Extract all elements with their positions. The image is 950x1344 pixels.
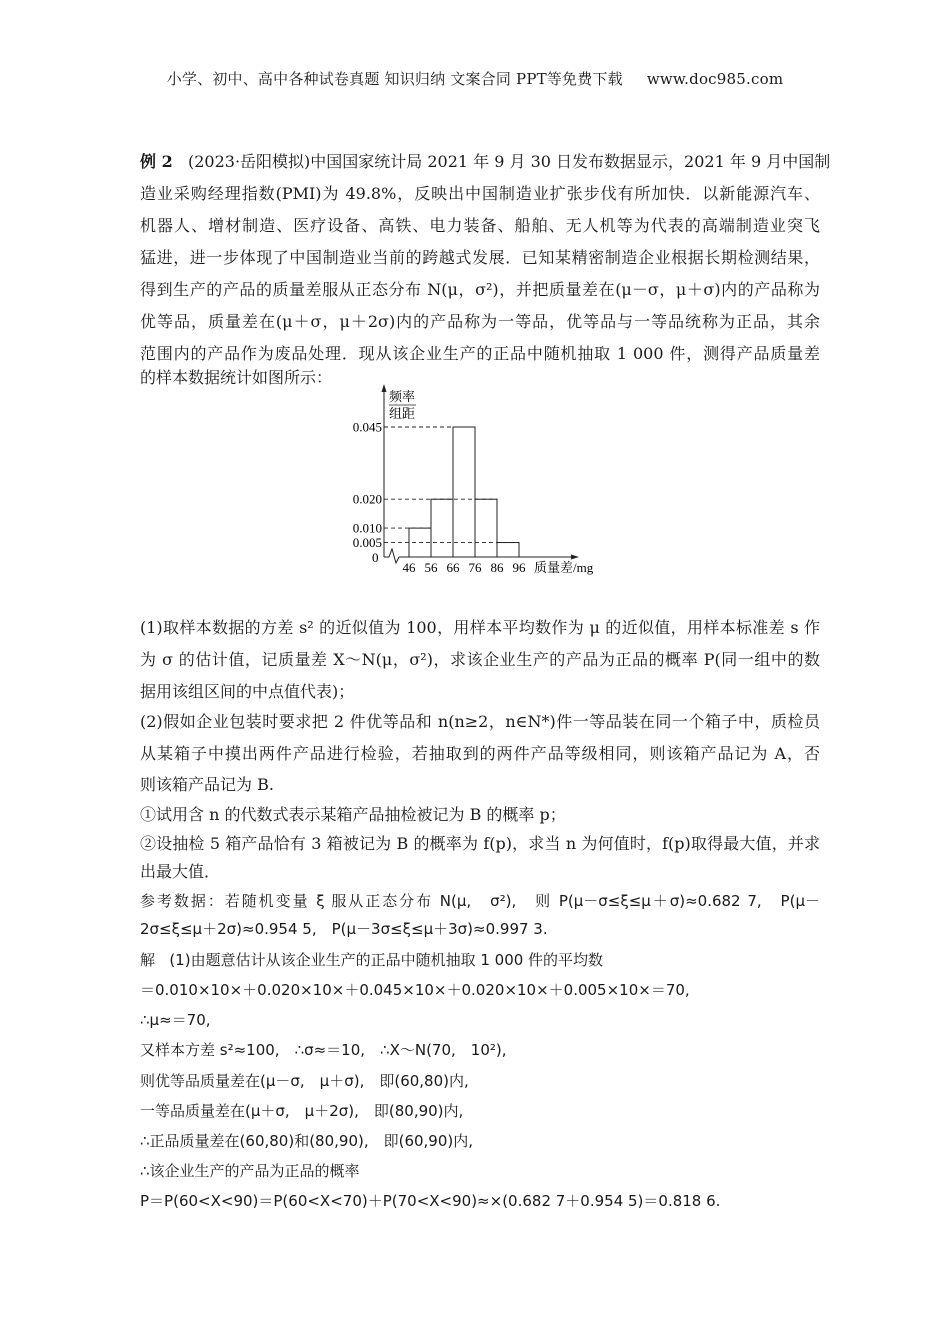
question-line-8: ②设抽检 5 箱产品恰有 3 箱被记为 B 的概率为 f(p)，求当 n 为何值时，f(p)取得最大值，并求 [140, 834, 820, 853]
problem-line-1 [140, 152, 831, 172]
question-line-2: 为 σ 的估计值，记质量差 X～N(μ，σ²)，求该企业生产的产品为正品的概率 P(同一组中的数 [140, 650, 820, 669]
header-url[interactable]: www.doc985.com [646, 70, 784, 88]
solution-line-5: 则优等品质量差在(μ－σ, μ＋σ), 即(60,80)内, [140, 1072, 469, 1090]
question-line-4: (2)假如企业包装时要求把 2 件优等品和 n(n≥2，n∈N*)件一等品装在同一个箱子中，质检员 [140, 712, 820, 731]
problem-label: 例 2 [140, 152, 173, 171]
axis-break-mark [384, 549, 399, 563]
problem-line-8: 的样本数据统计如图所示： [140, 368, 333, 387]
problem-source: (2023·岳阳模拟) [187, 152, 311, 171]
question-line-5: 从某箱子中摸出两件产品进行检验，若抽取到的两件产品等级相同，则该箱产品记为 A，否 [140, 744, 820, 763]
question-line-9: 出最大值． [140, 862, 221, 881]
y-tick-label: 0.010 [352, 520, 382, 536]
problem-line-2: 造业采购经理指数(PMI)为 49.8%，反映出中国制造业扩张步伐有所加快．以新能源汽车、 [140, 184, 820, 203]
solution-line-9: P＝P(60<X<90)＝P(60<X<70)＋P(70<X<90)≈×(0.682 7＋0.954 5)＝0.818 6. [140, 1192, 721, 1210]
problem-line-4: 猛进，进一步体现了中国制造业当前的跨越式发展．已知某精密制造企业根据长期检测结果， [140, 248, 820, 267]
header-banner: 小学、初中、高中各种试卷真题 知识归纳 文案合同 PPT等免费下载 [166, 70, 623, 88]
x-tick-label: 56 [424, 560, 438, 575]
page-header [0, 68, 950, 89]
problem-line-5: 得到生产的产品的质量差服从正态分布 N(μ，σ²)，并把质量差在(μ－σ，μ＋σ)内的产品称为 [140, 280, 820, 299]
problem-line-7: 范围内的产品作为废品处理．现从该企业生产的正品中随机抽取 1 000 件，测得产品质量差 [140, 344, 820, 363]
solution-line-6: 一等品质量差在(μ＋σ, μ＋2σ), 即(80,90)内, [140, 1102, 464, 1120]
histogram-bar [475, 499, 497, 557]
y-axis-label-top: 频率 [389, 389, 416, 404]
y-axis-label-bottom: 组距 [389, 406, 416, 421]
x-axis-label: 质量差/mg [534, 560, 594, 575]
question-line-6: 则该箱产品记为 B. [140, 775, 274, 794]
x-tick-label: 46 [402, 560, 416, 575]
solution-line-1 [140, 950, 603, 970]
histogram-bar [453, 427, 475, 557]
solution-line-4: 又样本方差 s²≈100, ∴σ≈＝10, ∴X～N(70, 10²), [140, 1041, 507, 1059]
y-axis-arrow [382, 384, 387, 392]
origin-label: 0 [372, 550, 379, 565]
histogram-bar [409, 528, 431, 557]
y-tick-label: 0.045 [352, 419, 382, 435]
chart-axes [372, 384, 594, 575]
x-tick-label: 86 [490, 560, 504, 575]
y-tick-label: 0.005 [352, 535, 382, 551]
question-line-3: 据用该组区间的中点值代表)； [140, 682, 355, 701]
problem-line-3: 机器人、增材制造、医疗设备、高铁、电力装备、船舶、无人机等为代表的高端制造业突飞 [140, 216, 820, 235]
solution-line-7: ∴正品质量差在(60,80)和(80,90), 即(60,90)内, [140, 1132, 474, 1150]
x-tick-label: 76 [468, 560, 482, 575]
reference-line-1: 参考数据：若随机变量 ξ 服从正态分布 N(μ, σ²), 则 P(μ－σ≤ξ≤μ＋σ)≈0.682 7, P(μ－ [140, 892, 820, 910]
solution-line-8: ∴该企业生产的产品为正品的概率 [140, 1162, 360, 1180]
reference-line-2: 2σ≤ξ≤μ＋2σ)≈0.954 5, P(μ－3σ≤ξ≤μ＋3σ)≈0.997 3. [140, 920, 548, 938]
histogram-bar [431, 499, 453, 557]
solution-label: 解 [140, 951, 156, 969]
problem-line-6: 优等品，质量差在(μ＋σ，μ＋2σ)内的产品称为一等品，优等品与一等品统称为正品，其余 [140, 312, 820, 331]
question-line-7: ①试用含 n 的代数式表示某箱产品抽检被记为 B 的概率 p； [140, 805, 566, 824]
solution-line-3: ∴μ≈＝70, [140, 1011, 211, 1029]
solution-line-2: ＝0.010×10×＋0.020×10×＋0.045×10×＋0.020×10×＋0.005×10×＝70, [140, 981, 690, 999]
question-line-1: (1)取样本数据的方差 s² 的近似值为 100，用样本平均数作为 μ 的近似值，用样本标准差 s 作 [140, 618, 820, 637]
x-tick-label: 96 [512, 560, 526, 575]
problem-text: 中国国家统计局 2021 年 9 月 30 日发布数据显示，2021 年 9 月中国制 [310, 152, 831, 171]
histogram-bar [497, 543, 519, 557]
solution-text: (1)由题意估计从该企业生产的正品中随机抽取 1 000 件的平均数 [169, 951, 604, 969]
y-tick-label: 0.020 [352, 491, 382, 507]
x-tick-label: 66 [446, 560, 460, 575]
x-axis-arrow [571, 555, 579, 560]
